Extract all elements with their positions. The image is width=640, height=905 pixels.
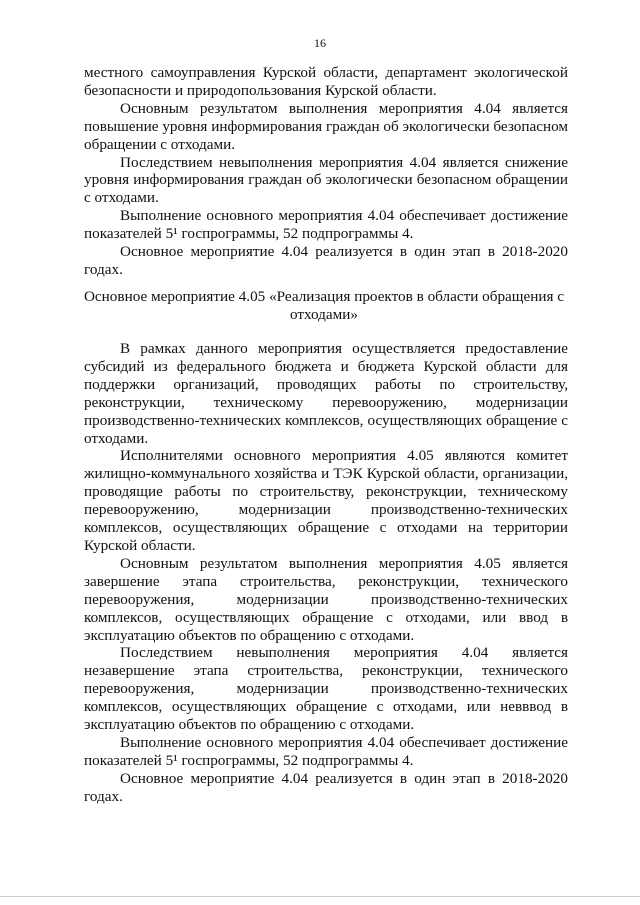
section-heading-405: Основное мероприятие 4.05 «Реализация проектов в области обращения с отходами» — [83, 288, 565, 323]
paragraph-indicators: Выполнение основного мероприятия 4.04 обеспечивает достижение показателей 5¹ госпрограммы, 52 подпрограммы 4. — [84, 733, 568, 769]
paragraph-result-405: Основным результатом выполнения мероприятия 4.05 является завершение этапа строительства, реконструкции, технического перевооружения, модернизации производственно-технических комплексов, осуществляющих обращение с отходами, или ввод в эксплуатацию объектов по обращению с отходами. — [84, 554, 568, 644]
paragraph-continuation: местного самоуправления Курской области, департамент экологической безопасности и природопользования Курской области. — [84, 64, 568, 99]
main-section — [84, 340, 568, 806]
paragraph-timeline: Основное мероприятие 4.04 реализуется в один этап в 2018-2020 годах. — [84, 769, 568, 805]
paragraph-subsidies: В рамках данного мероприятия осуществляется предоставление субсидий из федерального бюджета и бюджета Курской области для поддержки организаций, проводящих работы по строительству, реконструкции, техническому перевооружению, модернизации производственно-технических комплексов, осуществляющих обращение с отходами. — [84, 340, 568, 447]
page-number: 16 — [314, 36, 326, 50]
paragraph-consequence: Последствием невыполнения мероприятия 4.04 является незавершение этапа строительства, реконструкции, технического перевооружения, модернизации производственно-технических комплексов, осуществляющих обращение с отходами, или невввод в эксплуатацию объектов по обращению с отходами. — [84, 644, 568, 734]
paragraph-consequence-404: Последствием невыполнения мероприятия 4.04 является снижение уровня информирования граждан об экологически безопасном обращении с отходами. — [84, 153, 568, 207]
paragraph-indicators-404: Выполнение основного мероприятия 4.04 обеспечивает достижение показателей 5¹ госпрограммы, 52 подпрограммы 4. — [84, 207, 568, 243]
paragraph-timeline-404: Основное мероприятие 4.04 реализуется в один этап в 2018-2020 годах. — [84, 243, 568, 278]
paragraph-result-404: Основным результатом выполнения мероприятия 4.04 является повышение уровня информирования граждан об экологически безопасном обращении с отходами. — [84, 99, 568, 153]
top-section — [84, 64, 568, 279]
paragraph-executors-405: Исполнителями основного мероприятия 4.05 являются комитет жилищно-коммунального хозяйства и ТЭК Курской области, организации, проводящие работы по строительству, реконструкции, техническому перевооружению, модернизации производственно-технических комплексов, осуществляющих обращение с отходами на территории Курской области. — [84, 447, 568, 554]
page-bottom-edge — [0, 896, 640, 897]
